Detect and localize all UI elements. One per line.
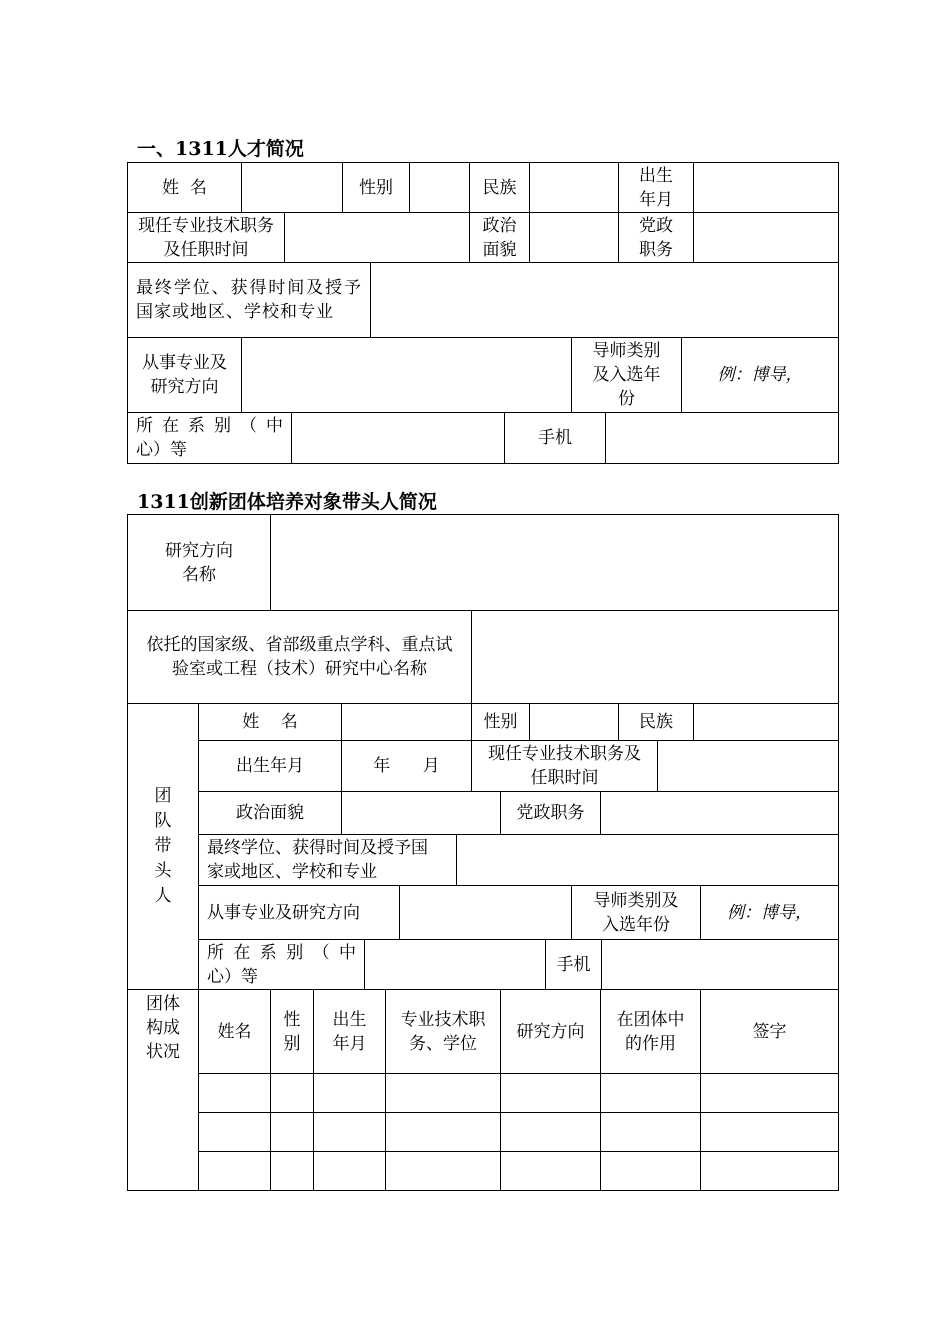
s1-gender-label: 性别: [342, 162, 410, 213]
s2-gender-label: 性别: [471, 703, 530, 741]
s1-gender-value[interactable]: [409, 162, 470, 213]
team-header-gender: 性别: [270, 989, 314, 1074]
s2-supervisor-value[interactable]: 例：博导，: [700, 885, 839, 940]
s1-ethnicity-label: 民族: [469, 162, 530, 213]
s2-phone-label: 手机: [545, 939, 602, 990]
team-header-role: 在团体中的作用: [600, 989, 701, 1074]
team-cell[interactable]: [700, 1151, 839, 1191]
team-cell[interactable]: [700, 1112, 839, 1152]
team-cell[interactable]: [313, 1073, 386, 1113]
s1-degree-value[interactable]: [370, 262, 839, 338]
s2-title-label: 现任专业技术职务及任职时间: [471, 740, 658, 792]
team-cell[interactable]: [385, 1112, 501, 1152]
team-cell[interactable]: [500, 1073, 601, 1113]
s2-base-value[interactable]: [471, 610, 839, 704]
team-header-sign: 签字: [700, 989, 839, 1074]
section2-title: 1311创新团体培养对象带头人简况: [137, 491, 437, 513]
team-cell[interactable]: [600, 1151, 701, 1191]
team-cell[interactable]: [198, 1151, 271, 1191]
s1-degree-label: 最终学位、获得时间及授予国家或地区、学校和专业: [127, 262, 371, 338]
team-cell[interactable]: [600, 1112, 701, 1152]
team-cell[interactable]: [385, 1151, 501, 1191]
s1-ethnicity-value[interactable]: [529, 162, 619, 213]
s2-ethnicity-value[interactable]: [693, 703, 839, 741]
s2-degree-label: 最终学位、获得时间及授予国家或地区、学校和专业: [198, 834, 457, 886]
s1-phone-value[interactable]: [605, 412, 839, 464]
team-cell[interactable]: [500, 1151, 601, 1191]
s2-leader-label: 团 队 带 头 人: [127, 703, 199, 990]
s1-phone-label: 手机: [504, 412, 606, 464]
s2-birth-value[interactable]: 年 月: [341, 740, 472, 792]
s2-ethnicity-label: 民族: [618, 703, 694, 741]
s1-title-label: 现任专业技术职务及任职时间: [127, 212, 285, 263]
s1-name-label: 姓 名: [127, 162, 242, 213]
s2-phone-value[interactable]: [601, 939, 839, 990]
s2-research-label: 从事专业及研究方向: [198, 885, 400, 940]
s1-political-value[interactable]: [529, 212, 619, 263]
s1-political-label: 政治面貌: [469, 212, 530, 263]
team-cell[interactable]: [313, 1151, 386, 1191]
team-cell[interactable]: [198, 1073, 271, 1113]
team-cell[interactable]: [700, 1073, 839, 1113]
s2-name-label: 姓 名: [198, 703, 342, 741]
s2-dept-label: 所 在 系 别 （ 中 心）等: [198, 939, 365, 990]
s1-party-value[interactable]: [693, 212, 839, 263]
s1-birth-value[interactable]: [693, 162, 839, 213]
s1-research-label: 从事专业及研究方向: [127, 337, 242, 413]
s2-title-value[interactable]: [657, 740, 839, 792]
team-cell[interactable]: [270, 1151, 314, 1191]
team-cell[interactable]: [270, 1073, 314, 1113]
s2-birth-label: 出生年月: [198, 740, 342, 792]
s2-gender-value[interactable]: [529, 703, 619, 741]
s2-degree-value[interactable]: [456, 834, 839, 886]
s2-name-value[interactable]: [341, 703, 472, 741]
team-cell[interactable]: [198, 1112, 271, 1152]
s1-supervisor-value[interactable]: 例：博导，: [681, 337, 839, 413]
s2-political-value[interactable]: [341, 791, 501, 835]
s1-dept-value[interactable]: [291, 412, 505, 464]
team-cell[interactable]: [385, 1073, 501, 1113]
s1-birth-label: 出生年月: [618, 162, 694, 213]
s1-name-value[interactable]: [241, 162, 343, 213]
s2-supervisor-label: 导师类别及入选年份: [571, 885, 701, 940]
team-header-name: 姓名: [198, 989, 271, 1074]
s1-supervisor-label: 导师类别及入选年份: [571, 337, 682, 413]
s2-direction-value[interactable]: [270, 514, 839, 611]
team-cell[interactable]: [600, 1073, 701, 1113]
s1-dept-label: 所 在 系 别 （ 中 心）等: [127, 412, 292, 464]
s1-title-value[interactable]: [284, 212, 470, 263]
s2-party-value[interactable]: [600, 791, 839, 835]
s2-party-label: 党政职务: [500, 791, 601, 835]
team-header-birth: 出生年月: [313, 989, 386, 1074]
team-cell[interactable]: [270, 1112, 314, 1152]
team-header-title: 专业技术职务、学位: [385, 989, 501, 1074]
section1-title: 一、1311人才简况: [137, 138, 304, 160]
s1-party-label: 党政职务: [618, 212, 694, 263]
s2-research-value[interactable]: [399, 885, 572, 940]
team-header-research: 研究方向: [500, 989, 601, 1074]
s2-base-label: 依托的国家级、省部级重点学科、重点试验室或工程（技术）研究中心名称: [127, 610, 472, 704]
s1-research-value[interactable]: [241, 337, 572, 413]
team-cell[interactable]: [313, 1112, 386, 1152]
s2-direction-label: 研究方向名称: [127, 514, 271, 611]
s2-political-label: 政治面貌: [198, 791, 342, 835]
s2-team-label: 团体构成状况: [127, 989, 199, 1191]
team-cell[interactable]: [500, 1112, 601, 1152]
s2-dept-value[interactable]: [364, 939, 546, 990]
